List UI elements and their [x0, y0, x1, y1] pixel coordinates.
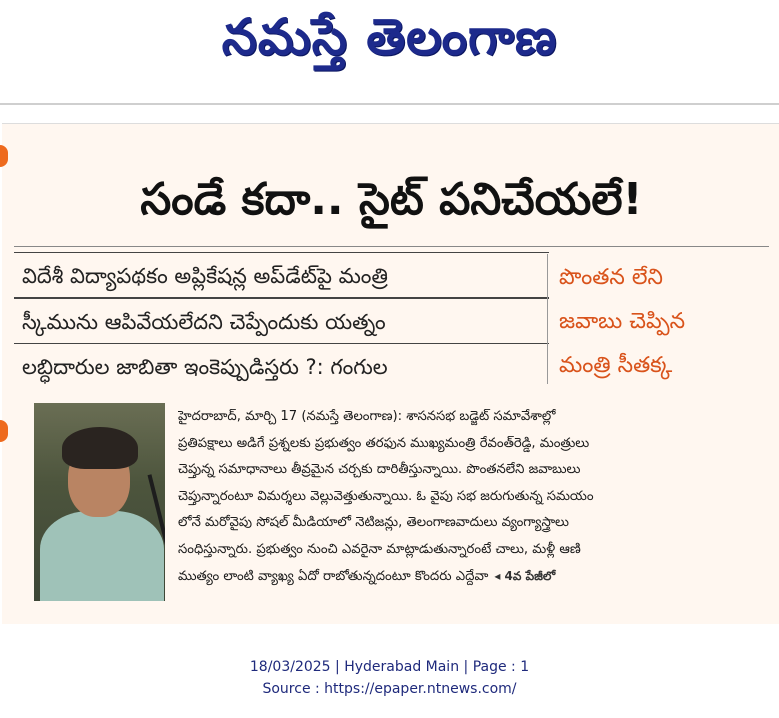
body-line-3: చెప్తున్న సమాధానాలు తీవ్రమైన చర్చకు దారితీస్తున్నాయి. పొంతనలేని జవాబులు	[178, 462, 581, 477]
source-link[interactable]: Source : https://epaper.ntnews.com/	[262, 681, 517, 697]
body-line-6: సంధిస్తున్నారు. ప్రభుత్వం నుంచి ఎవరైనా మాట్లాడుతున్నారంటే చాలు, మళ్లీ ఆణి	[178, 541, 581, 557]
body-line-4: చెప్తున్నారంటూ విమర్శలు వెల్లువెత్తుతున్నాయి. ఓ వైపు సభ జరుగుతున్న సమయం	[178, 488, 594, 504]
deck-line-2: స్కీమును ఆపివేయలేదని చెప్పేందుకు యత్నం	[14, 298, 549, 344]
article-body	[178, 404, 768, 590]
page-footer	[0, 656, 779, 700]
sidebox-kicker	[559, 254, 764, 388]
continuation-text: 4వ పేజీలో	[504, 569, 556, 583]
article-headline: సండే కదా.. సైట్ పనిచేయలే!	[140, 174, 643, 225]
masthead-divider	[0, 103, 779, 105]
sidebox-line-1: పొంతన లేని	[559, 265, 663, 290]
minister-photo	[34, 403, 165, 601]
deck-line-3: లబ్ధిదారుల జాబితా ఇంకెప్పుడిస్తరు ?: గంగుల	[22, 355, 388, 379]
deck-line-1: విదేశీ విద్యాపథకం అప్లికేషన్ల అప్‌డేట్‌పై మంత్రి	[14, 252, 549, 298]
sidebox-line-2: జవాబు చెప్పిన	[559, 309, 686, 334]
newspaper-title: నమస్తే తెలంగాణ	[221, 8, 558, 66]
body-line-1: హైదరాబాద్, మార్చి 17 (నమస్తే తెలంగాణ): శాసనసభ బడ్జెట్ సమావేశాల్లో	[178, 409, 556, 424]
body-line-5: లోనే మరోవైపు సోషల్ మీడియాలో నెటిజన్లు, తెలంగాణవాదులు వ్యంగ్యాస్త్రాలు	[178, 515, 569, 530]
sidebox-divider	[547, 254, 548, 384]
edition-info: 18/03/2025 | Hyderabad Main | Page : 1	[249, 659, 530, 675]
photo-hair	[62, 427, 138, 469]
sidebox-line-3: మంత్రి సీతక్క	[559, 353, 673, 378]
headline-divider	[14, 246, 769, 247]
body-line-7	[178, 563, 768, 590]
continuation-marker: ◂ 4వ పేజీలో	[494, 569, 556, 583]
body-line-7-text: ముత్యం లాంటి వ్యాఖ్య ఏదో రాబోతున్నదంటూ కొందరు ఎద్దేవా	[178, 569, 489, 584]
photo-saree	[40, 511, 164, 601]
masthead	[0, 0, 779, 104]
body-line-2: ప్రతిపక్షాలు అడిగే ప్రశ్నలకు ప్రభుత్వం తరఫున ముఖ్యమంత్రి రేవంత్‌రెడ్డి, మంత్రులు	[178, 435, 590, 451]
